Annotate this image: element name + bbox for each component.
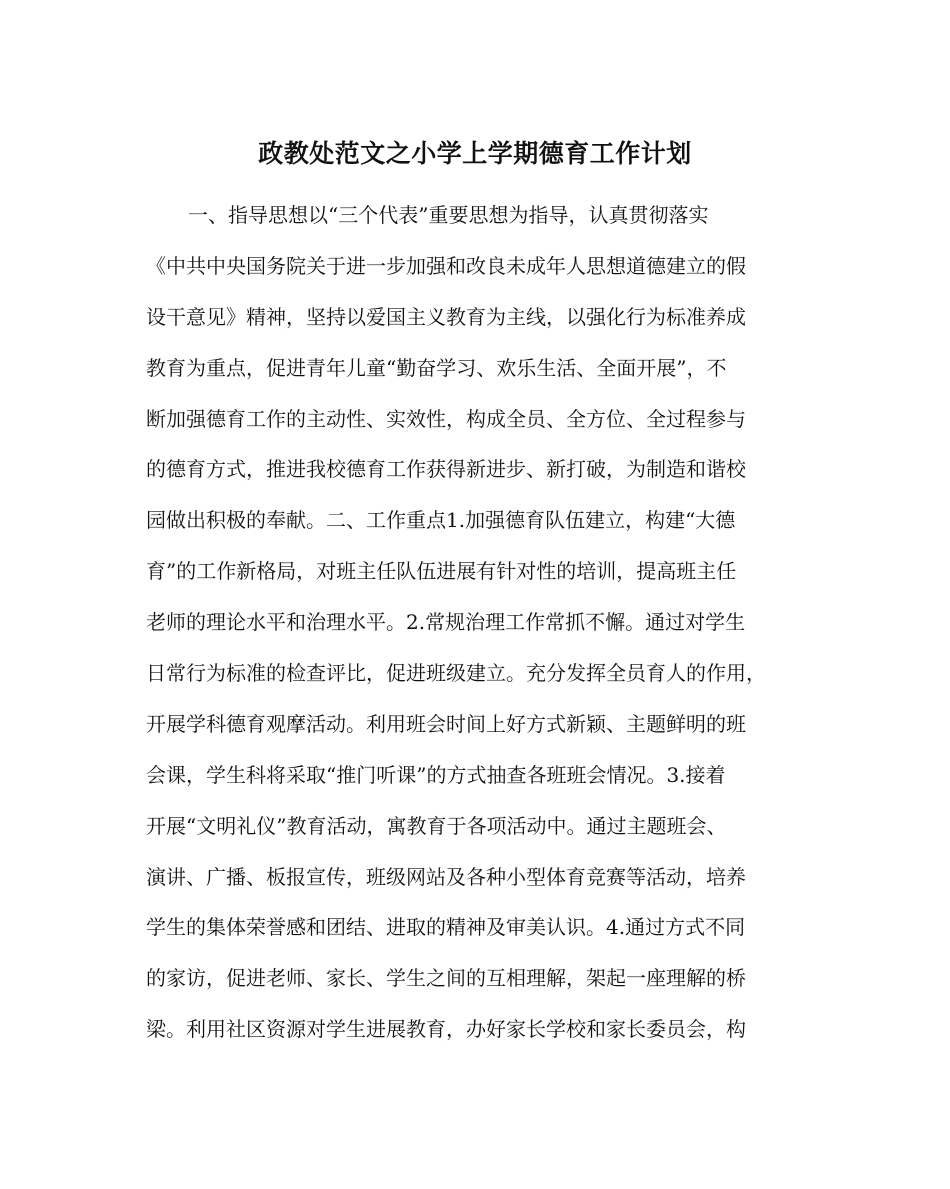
body-line: 开展学科德育观摩活动。利用班会时间上好方式新颖、主题鲜明的班: [146, 711, 746, 736]
body-line: 育”的工作新格局，对班主任队伍进展有针对性的培训，提高班主任: [146, 559, 737, 584]
body-line: 的家访，促进老师、家长、学生之间的互相理解，架起一座理解的桥: [146, 966, 746, 991]
body-line: 断加强德育工作的主动性、实效性，构成全员、全方位、全过程参与: [146, 406, 746, 431]
body-line: 梁。利用社区资源对学生进展教育，办好家长学校和家长委员会，构: [146, 1017, 746, 1042]
body-line: 一、指导思想以“三个代表”重要思想为指导，认真贯彻落实: [188, 203, 709, 227]
document-body: [146, 190, 816, 1055]
body-line: 园做出积极的奉献。二、工作重点1.加强德育队伍建立，构建“大德: [146, 508, 736, 533]
body-line: 日常行为标准的检查评比，促进班级建立。充分发挥全员育人的作用，: [146, 661, 766, 686]
body-line: 学生的集体荣誉感和团结、进取的精神及审美认识。4.通过方式不同: [146, 915, 746, 940]
body-line: 设干意见》精神，坚持以爱国主义教育为主线，以强化行为标准养成: [146, 304, 746, 329]
body-line: 会课，学生科将采取“推门听课”的方式抽查各班班会情况。3.接着: [146, 762, 726, 787]
body-line: 老师的理论水平和治理水平。2.常规治理工作常抓不懈。通过对学生: [146, 610, 746, 635]
body-line: 教育为重点，促进青年儿童“勤奋学习、欢乐生活、全面开展”，不: [146, 355, 727, 380]
body-line: 的德育方式，推进我校德育工作获得新进步、新打破，为制造和谐校: [146, 457, 746, 482]
body-line: 演讲、广播、板报宣传，班级网站及各种小型体育竞赛等活动，培养: [146, 864, 746, 889]
document-title: 政教处范文之小学上学期德育工作计划: [258, 139, 692, 168]
body-line: 《中共中央国务院关于进一步加强和改良未成年人思想道德建立的假: [146, 253, 746, 278]
body-line: 开展“文明礼仪”教育活动，寓教育于各项活动中。通过主题班会、: [146, 813, 727, 838]
